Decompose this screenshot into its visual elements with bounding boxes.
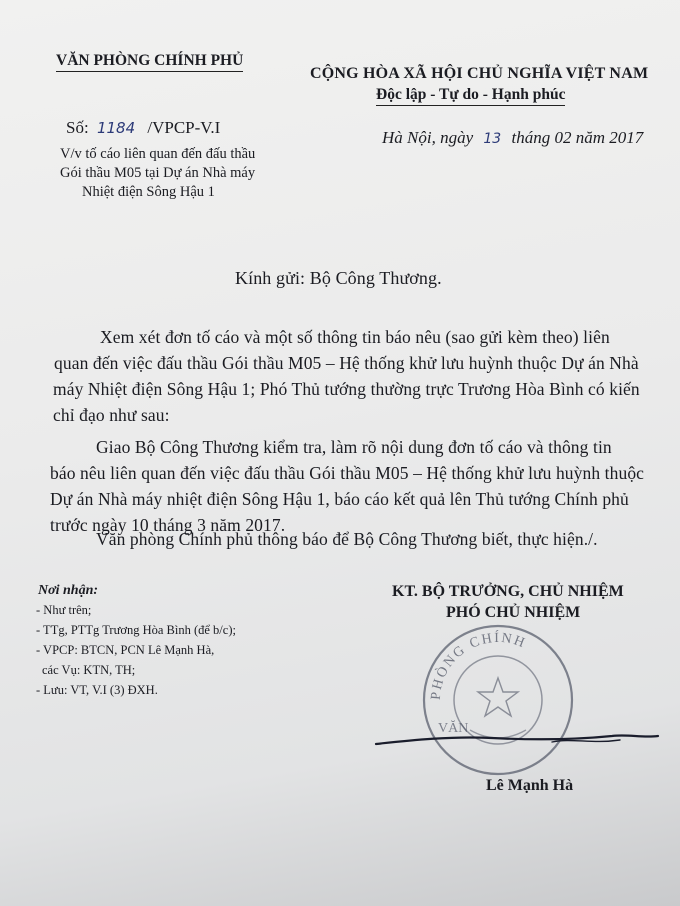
nation-title: CỘNG HÒA XÃ HỘI CHỦ NGHĨA VIỆT NAM bbox=[310, 65, 649, 82]
signature-title-1: KT. BỘ TRƯỞNG, CHỦ NHIỆM bbox=[392, 583, 624, 600]
paragraph-1-line-3: máy Nhiệt điện Sông Hậu 1; Phó Thủ tướng thường trực Trương Hòa Bình có kiến bbox=[53, 379, 640, 399]
document-number bbox=[66, 118, 220, 138]
stamp-side-text: VĂN bbox=[438, 721, 469, 736]
addressee: Kính gửi: Bộ Công Thương. bbox=[235, 268, 442, 288]
recipient-item: - VPCP: BTCN, PCN Lê Mạnh Hà, bbox=[36, 643, 215, 657]
paragraph-2-line-1: Giao Bộ Công Thương kiểm tra, làm rõ nội dung đơn tố cáo và thông tin bbox=[96, 437, 612, 457]
subject-line-1: V/v tố cáo liên quan đến đấu thầu bbox=[60, 146, 256, 162]
nation-motto: Độc lập - Tự do - Hạnh phúc bbox=[376, 86, 565, 106]
subject-line-3: Nhiệt điện Sông Hậu 1 bbox=[82, 184, 215, 200]
paragraph-1-line-2: quan đến việc đấu thầu Gói thầu M05 – Hệ thống khử lưu huỳnh thuộc Dự án Nhà bbox=[54, 353, 639, 373]
paragraph-2-line-2: báo nêu liên quan đến việc đấu thầu Gói thầu M05 – Hệ thống khử lưu huỳnh thuộc bbox=[50, 463, 645, 483]
number-suffix: /VPCP-V.I bbox=[147, 118, 221, 137]
recipients-list bbox=[36, 600, 236, 700]
recipient-item: các Vụ: KTN, TH; bbox=[42, 663, 136, 677]
recipient-item: - TTg, PTTg Trương Hòa Bình (để b/c); bbox=[36, 623, 236, 637]
date-day-handwritten: 13 bbox=[483, 131, 502, 147]
subject-line-2: Gói thầu M05 tại Dự án Nhà máy bbox=[60, 165, 256, 181]
date-rest: tháng 02 năm 2017 bbox=[511, 128, 644, 147]
stamp-text: PHÒNG CHÍNH bbox=[428, 630, 529, 701]
official-stamp bbox=[418, 620, 578, 780]
date-prefix: Hà Nội, ngày bbox=[382, 128, 474, 147]
paragraph-1-line-1: Xem xét đơn tố cáo và một số thông tin báo nêu (sao gửi kèm theo) liên bbox=[100, 327, 610, 347]
stamp-star-icon bbox=[478, 678, 518, 716]
number-handwritten: 1184 bbox=[96, 119, 136, 137]
signer-name: Lê Mạnh Hà bbox=[486, 777, 574, 794]
paragraph-2-line-4: trước ngày 10 tháng 3 năm 2017. bbox=[50, 515, 286, 535]
recipients-title: Nơi nhận: bbox=[38, 583, 99, 598]
paragraph-3-line-1: Văn phòng Chính phủ thông báo để Bộ Công Thương biết, thực hiện./. bbox=[96, 529, 598, 549]
handwritten-signature bbox=[372, 726, 662, 756]
document-date bbox=[382, 128, 643, 148]
recipient-item: - Lưu: VT, V.I (3) ĐXH. bbox=[36, 683, 158, 697]
agency-name: VĂN PHÒNG CHÍNH PHỦ bbox=[56, 52, 243, 72]
number-prefix: Số: bbox=[66, 118, 89, 137]
signature-title-2: PHÓ CHỦ NHIỆM bbox=[446, 604, 581, 621]
recipient-item: - Như trên; bbox=[36, 603, 92, 617]
paragraph-2-line-3: Dự án Nhà máy nhiệt điện Sông Hậu 1, báo cáo kết quả lên Thủ tướng Chính phủ bbox=[50, 489, 629, 509]
paragraph-1-line-4: chỉ đạo như sau: bbox=[53, 405, 170, 425]
